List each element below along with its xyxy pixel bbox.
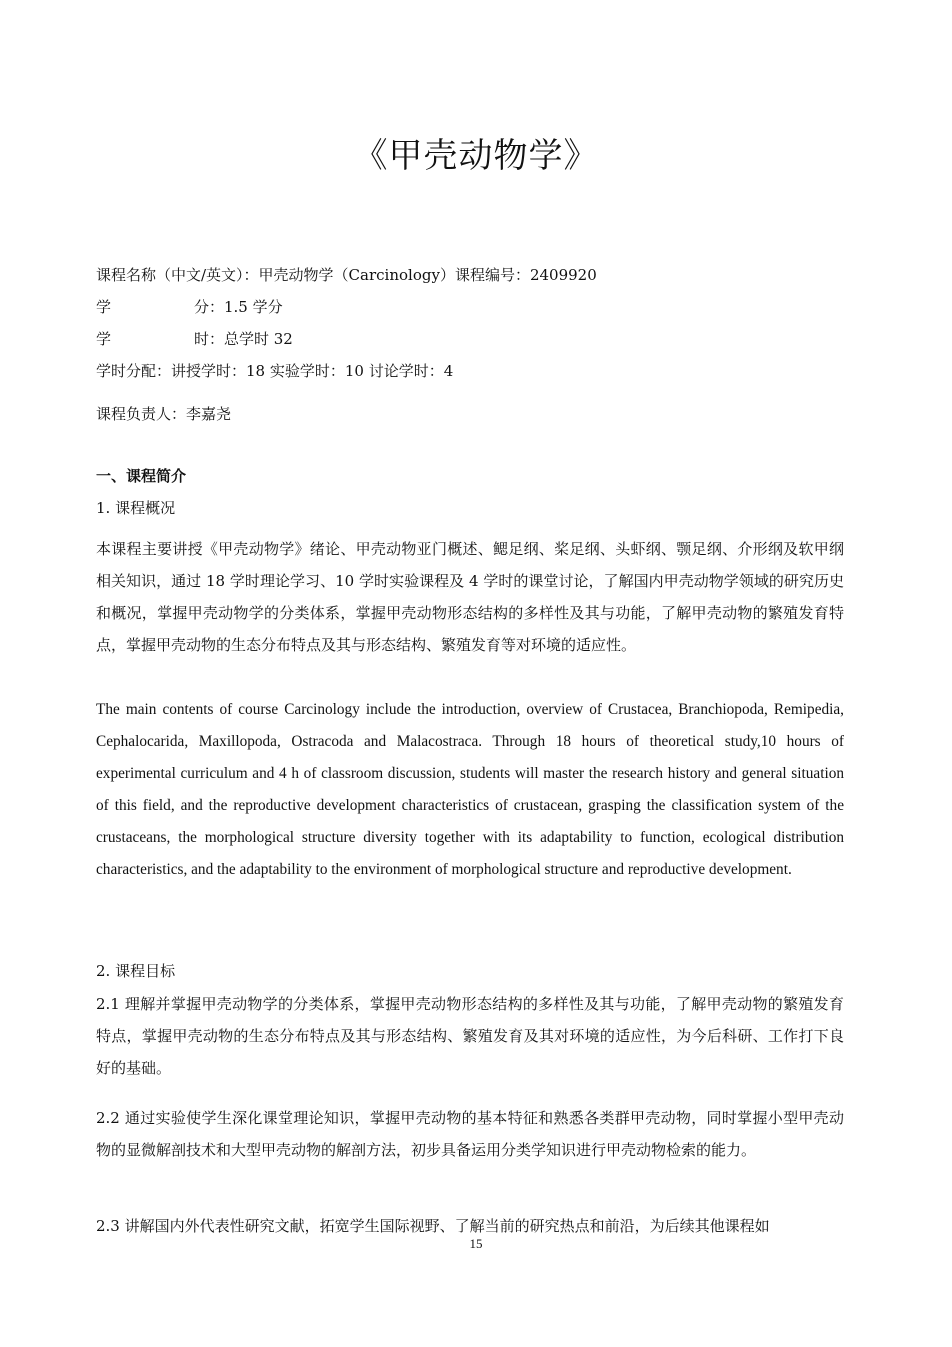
hours-distribution-line: 学时分配：讲授学时：18 实验学时：10 讨论学时：4 [96, 362, 454, 380]
document-title: 《甲壳动物学》 [353, 136, 599, 176]
goal-2-1: 2.1 理解并掌握甲壳动物学的分类体系，掌握甲壳动物形态结构的多样性及其与功能，了解甲壳动物的繁殖发育特点，掌握甲壳动物的生态分布特点及其与形态结构、繁殖发育及其对环境的适应性，为今后科研、工作打下良好的基础。 [96, 995, 844, 1077]
section-heading-intro: 一、课程简介 [96, 467, 187, 485]
overview-paragraph-en: The main contents of course Carcinology include the introduction, overview of Crustacea, Branchiopoda, Remipedia, Cephalocarida, Maxillopoda, Ostracoda and Malacostraca. Through 18 hours of theoretical study,10 hours of experimental curriculum and 4 h of classroom discussion, students will master the research history and general situation of this field, and the reproductive development characteristics of crustacean, grasping the classification system of the crustaceans, the morphological structure diversity together with its adaptability to function, ecological distribution characteristics, and the adaptability to the environment of morphological structure and reproductive development. [96, 701, 844, 878]
subsection-overview: 1. 课程概况 [96, 499, 176, 517]
hours-value: 时：总学时 32 [194, 330, 293, 348]
course-responsible-line: 课程负责人：李嘉尧 [96, 405, 232, 423]
hours-line [96, 328, 293, 349]
goal-2-3: 2.3 讲解国内外代表性研究文献，拓宽学生国际视野、了解当前的研究热点和前沿，为后续其他课程如 [96, 1217, 770, 1235]
hours-label: 学 [96, 330, 112, 348]
overview-paragraph-cn: 本课程主要讲授《甲壳动物学》绪论、甲壳动物亚门概述、鳃足纲、桨足纲、头虾纲、颚足纲、介形纲及软甲纲相关知识，通过 18 学时理论学习、10 学时实验课程及 4 学时的课堂讨论，了解国内甲壳动物学领域的研究历史和概况，掌握甲壳动物学的分类体系，掌握甲壳动物形态结构的多样性及其与功能，了解甲壳动物的繁殖发育特点，掌握甲壳动物的生态分布特点及其与形态结构、繁殖发育等对环境的适应性。 [96, 540, 844, 654]
credit-line [96, 296, 283, 317]
subsection-goals: 2. 课程目标 [96, 962, 176, 980]
credit-label: 学 [96, 298, 112, 316]
credit-value: 分：1.5 学分 [194, 298, 283, 316]
course-name-line: 课程名称（中文/英文）：甲壳动物学（Carcinology）课程编号：2409920 [96, 266, 597, 284]
goal-2-2: 2.2 通过实验使学生深化课堂理论知识，掌握甲壳动物的基本特征和熟悉各类群甲壳动物，同时掌握小型甲壳动物的显微解剖技术和大型甲壳动物的解剖方法，初步具备运用分类学知识进行甲壳动物检索的能力。 [96, 1109, 844, 1159]
page-number: 15 [469, 1236, 483, 1251]
